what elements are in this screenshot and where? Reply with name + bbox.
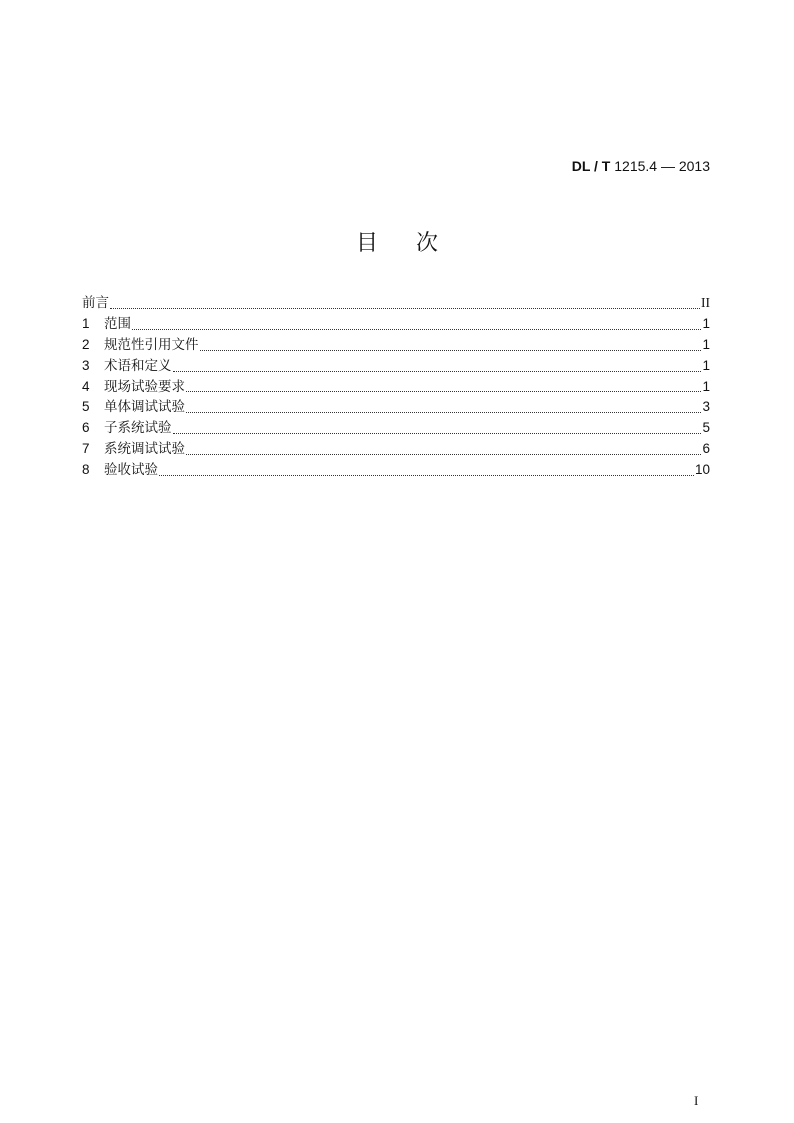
toc-entry-number: 5 <box>82 399 90 415</box>
toc-entry-page: 5 <box>702 420 710 436</box>
toc-dot-leader <box>110 308 700 309</box>
toc-entry-number: 8 <box>82 462 90 478</box>
toc-entry-number: 1 <box>82 315 90 331</box>
toc-entry-label: 验收试验 <box>104 462 158 479</box>
toc-entry-subsystem-test[interactable] <box>82 418 710 439</box>
toc-entry-scope[interactable] <box>82 314 710 335</box>
toc-entry-page: II <box>701 294 710 310</box>
toc-entry-number: 4 <box>82 378 90 394</box>
toc-entry-number: 2 <box>82 336 90 352</box>
toc-dot-leader <box>132 329 701 330</box>
toc-entry-unit-commissioning-test[interactable] <box>82 397 710 418</box>
toc-entry-label: 范围 <box>104 315 131 332</box>
standard-code-number: 1215.4 — 2013 <box>614 158 710 174</box>
toc-entry-label: 规范性引用文件 <box>104 336 199 353</box>
toc-entry-number: 6 <box>82 420 90 436</box>
toc-entry-label: 前言 <box>82 294 109 311</box>
toc-entry-page: 1 <box>702 378 710 394</box>
toc-entry-page: 1 <box>702 357 710 373</box>
standard-code <box>572 158 710 174</box>
table-of-contents <box>82 293 710 481</box>
toc-title <box>0 226 794 257</box>
toc-dot-leader <box>186 391 701 392</box>
toc-entry-number: 3 <box>82 357 90 373</box>
toc-dot-leader <box>173 371 702 372</box>
page-number: I <box>694 1093 699 1108</box>
toc-entry-label: 现场试验要求 <box>104 378 185 395</box>
toc-title-char-2: 次 <box>416 231 439 256</box>
toc-entry-foreword[interactable] <box>82 293 710 314</box>
toc-entry-page: 6 <box>702 441 710 457</box>
toc-entry-terms-definitions[interactable] <box>82 356 710 377</box>
toc-dot-leader <box>159 475 694 476</box>
toc-entry-page: 1 <box>702 315 710 331</box>
toc-dot-leader <box>173 433 702 434</box>
toc-entry-label: 单体调试试验 <box>104 399 185 416</box>
toc-entry-label: 术语和定义 <box>104 357 172 374</box>
standard-code-prefix: DL / T <box>571 158 611 174</box>
toc-entry-label: 系统调试试验 <box>104 441 185 458</box>
toc-entry-number: 7 <box>82 441 90 457</box>
toc-entry-acceptance-test[interactable] <box>82 460 710 481</box>
toc-entry-page: 10 <box>694 462 710 478</box>
toc-entry-label: 子系统试验 <box>104 420 172 437</box>
toc-entry-system-commissioning-test[interactable] <box>82 439 710 460</box>
toc-entry-normative-references[interactable] <box>82 335 710 356</box>
toc-title-char-1: 目 <box>355 231 378 256</box>
toc-entry-page: 3 <box>702 399 710 415</box>
toc-entry-field-test-requirements[interactable] <box>82 377 710 398</box>
toc-dot-leader <box>186 454 701 455</box>
toc-dot-leader <box>186 412 701 413</box>
toc-dot-leader <box>200 350 702 351</box>
toc-entry-page: 1 <box>702 336 710 352</box>
